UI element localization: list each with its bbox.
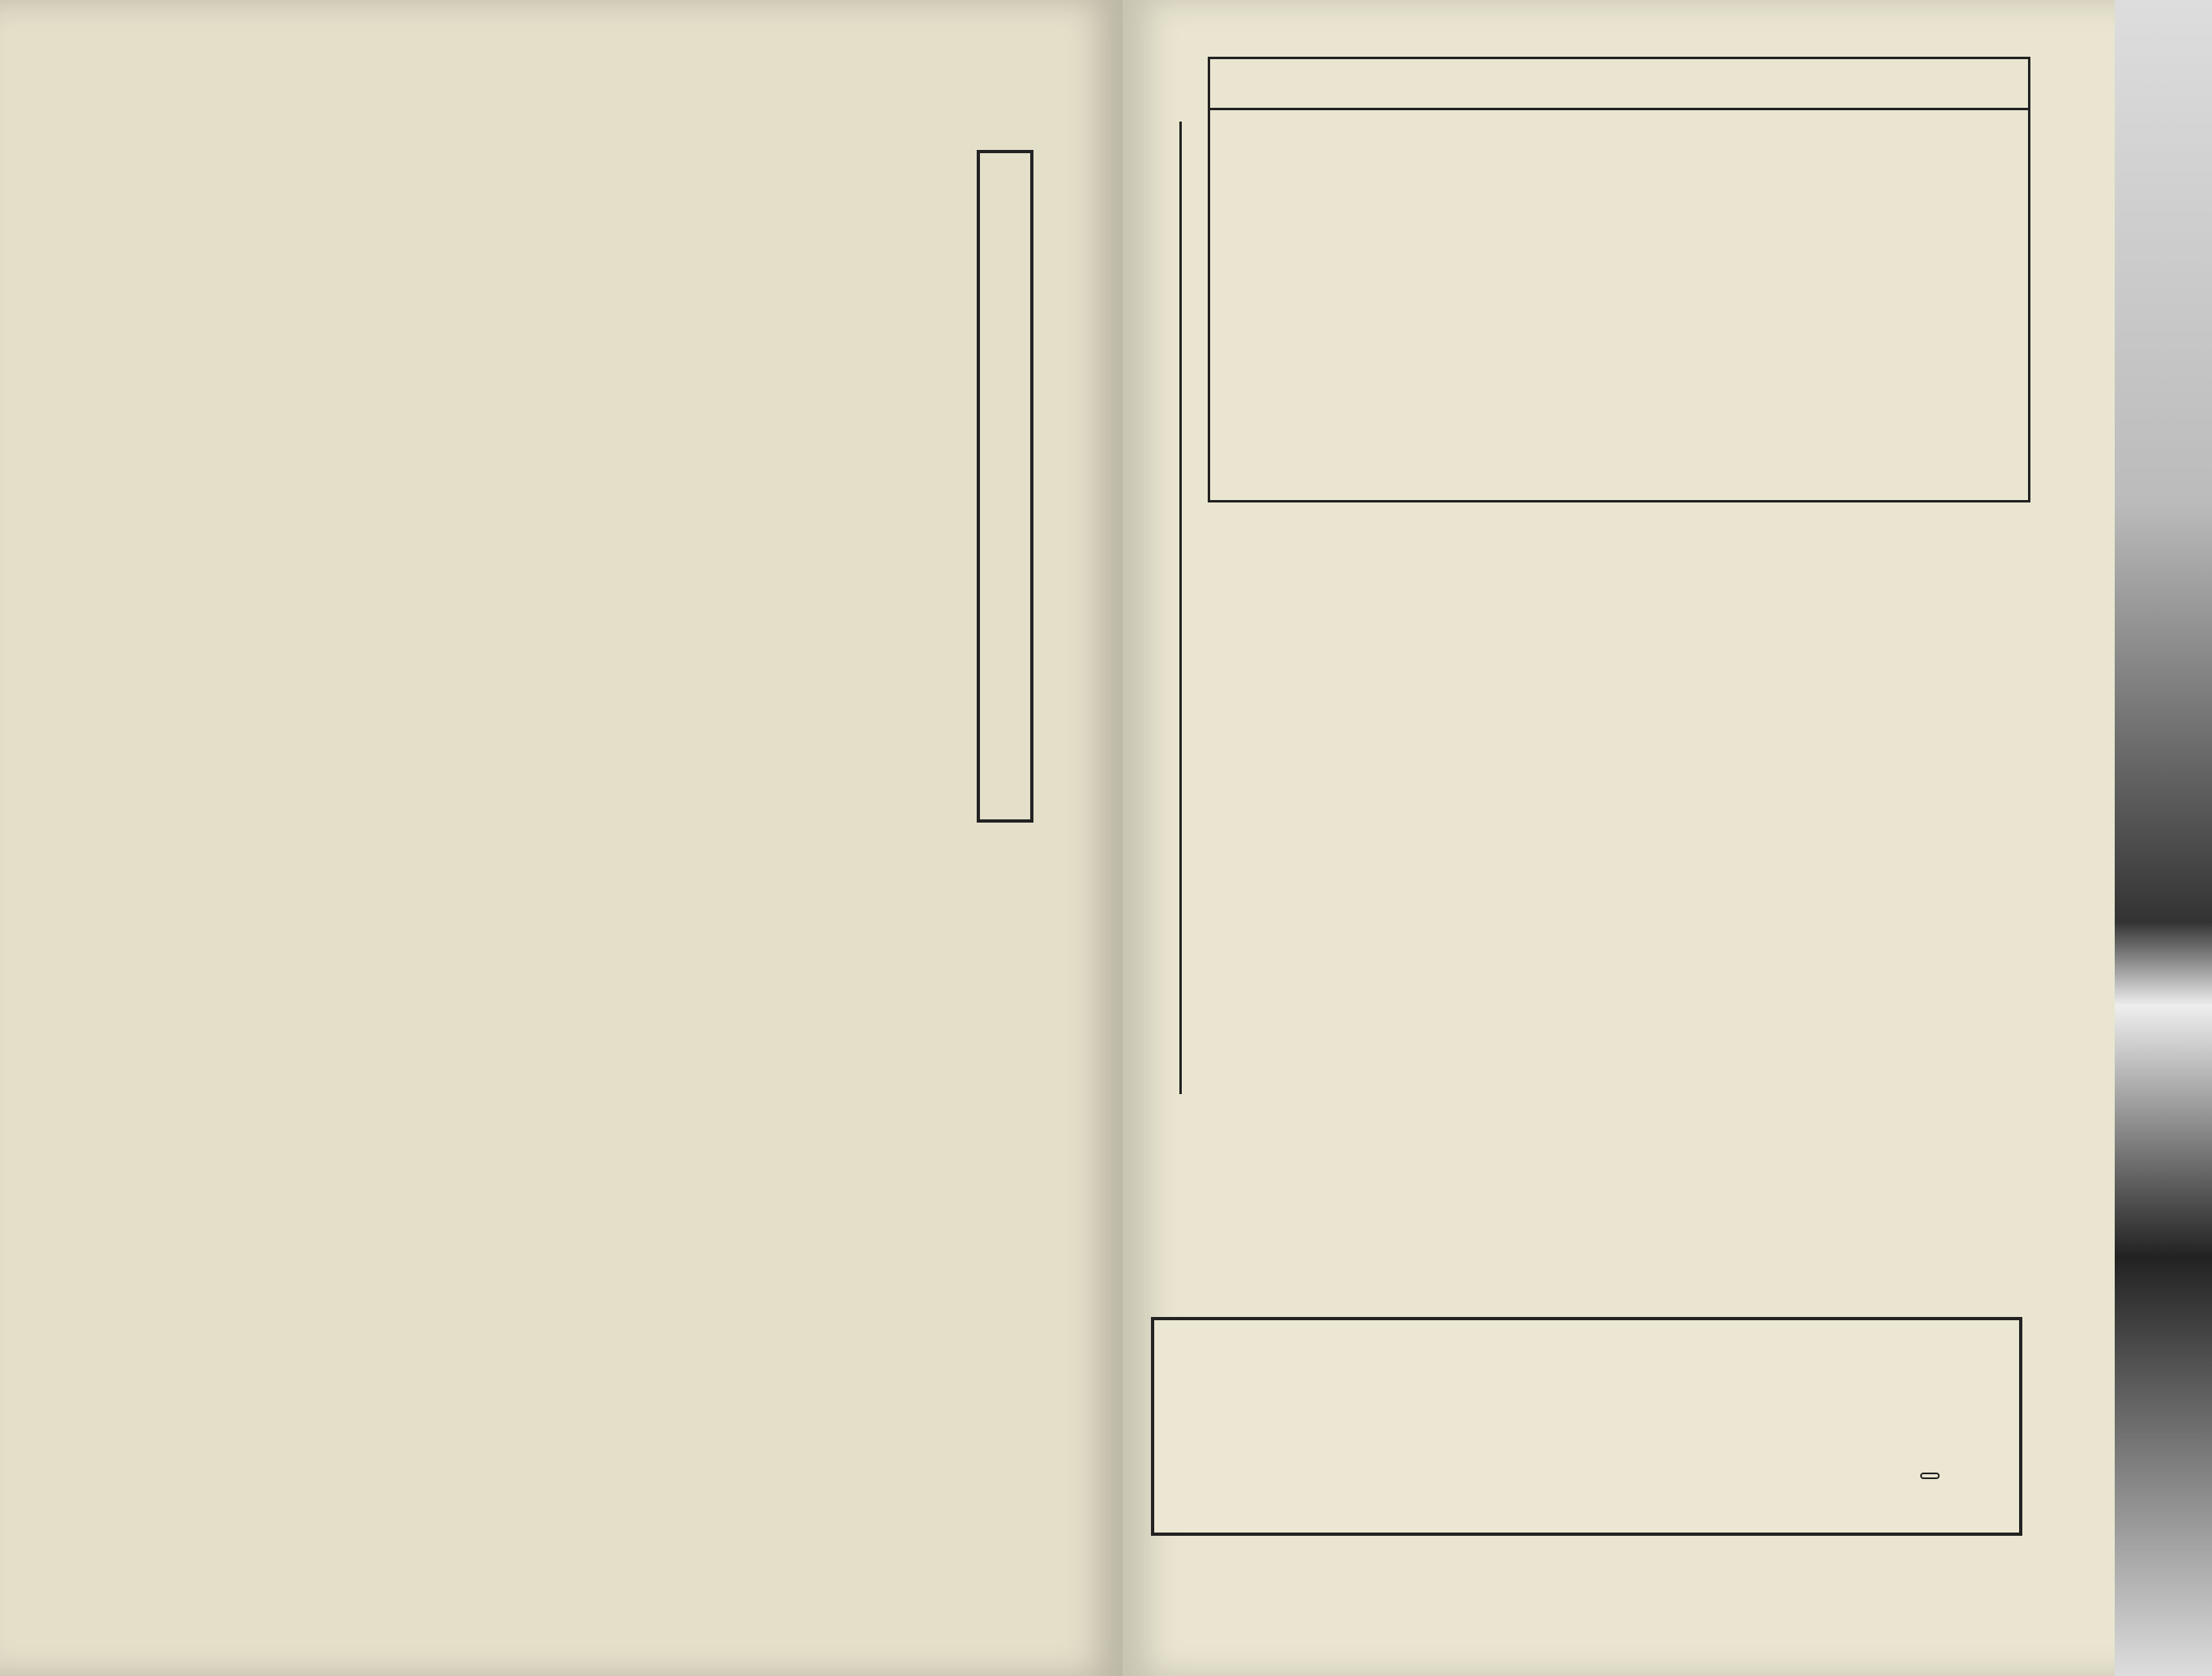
table-body — [1210, 108, 2028, 500]
table-header — [1210, 59, 2028, 110]
photo-strip — [2115, 0, 2212, 1676]
advertisement — [1151, 1317, 2022, 1536]
page-title — [977, 150, 1033, 823]
cut-line — [1179, 122, 1182, 1094]
recipe-text — [1216, 527, 2034, 1297]
weekly-menu-table — [1208, 57, 2030, 502]
ad-address — [1920, 1473, 1940, 1479]
